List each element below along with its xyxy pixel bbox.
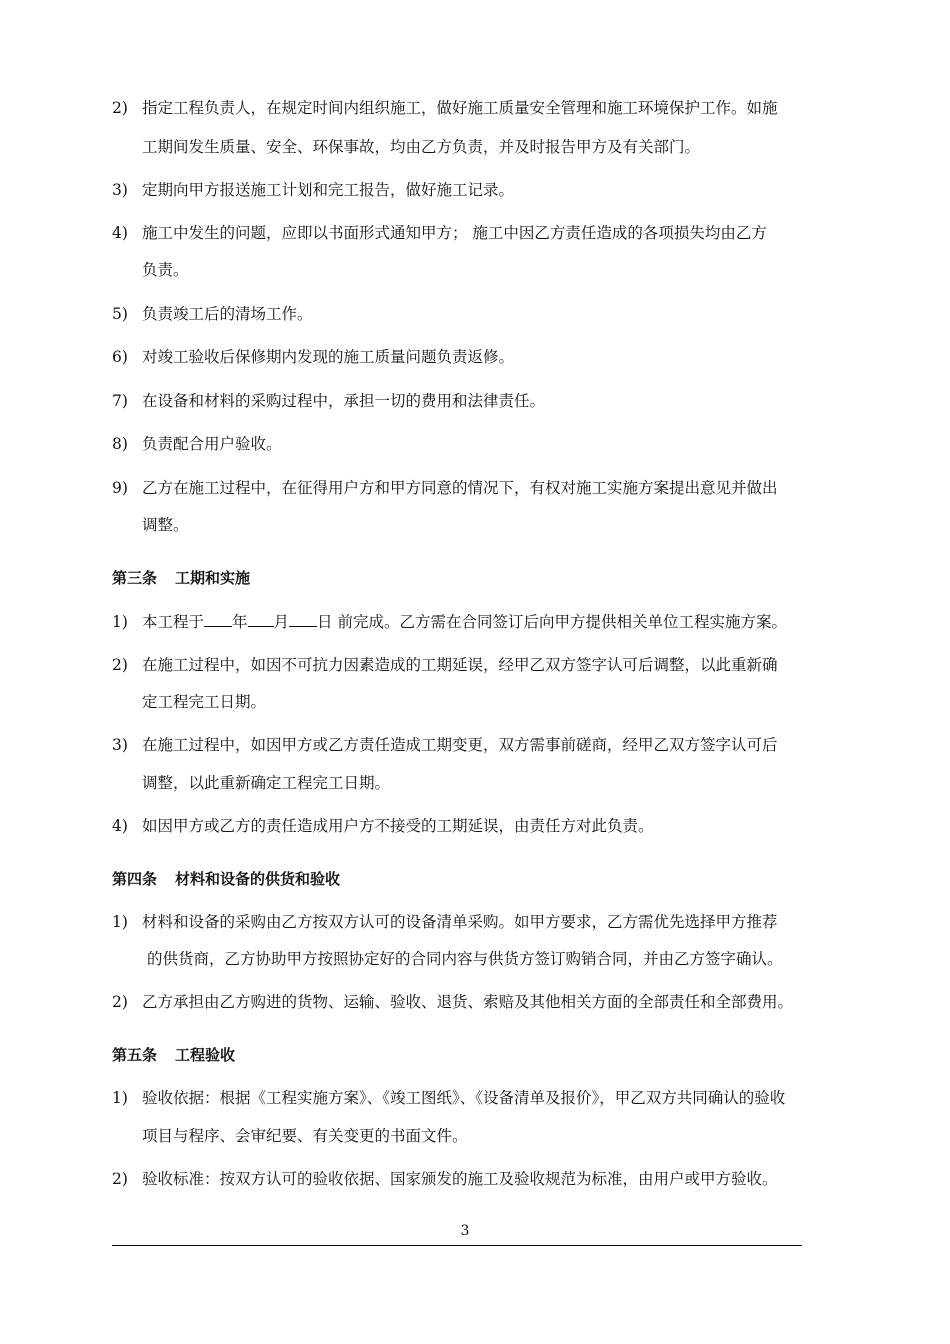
item-number: 4) <box>112 817 128 835</box>
list-item <box>112 179 832 201</box>
footer-rule <box>112 1245 802 1246</box>
article-number: 第五条 <box>112 1046 158 1064</box>
item-number: 1) <box>112 1089 128 1107</box>
item-number: 2) <box>112 1170 128 1188</box>
section-heading-article-4 <box>112 868 832 890</box>
item-text-continued: 负责。 <box>142 261 189 279</box>
item-text: 施工中发生的问题，应即以书面形式通知甲方； 施工中因乙方责任造成的各项损失均由乙方 <box>142 224 767 242</box>
item-text: 乙方在施工过程中，在征得用户方和甲方同意的情况下，有权对施工实施方案提出意见并做出 <box>142 479 778 497</box>
item-number: 3) <box>112 181 128 199</box>
item-number: 7) <box>112 392 128 410</box>
year-blank <box>204 611 232 627</box>
item-text-continued: 项目与程序、会审纪要、有关变更的书面文件。 <box>142 1127 468 1145</box>
item-number: 5) <box>112 305 128 323</box>
month-label: 月 <box>273 613 290 631</box>
article-title: 工程验收 <box>175 1046 236 1064</box>
item-text: 乙方承担由乙方购进的货物、运输、验收、退货、索赔及其他相关方面的全部责任和全部费用。 <box>142 993 794 1011</box>
item-number: 9) <box>112 479 128 497</box>
item-text: 负责配合用户验收。 <box>142 435 282 453</box>
item-text: 在施工过程中，如因不可抗力因素造成的工期延误，经甲乙双方签字认可后调整，以此重新确 <box>142 656 778 674</box>
list-item <box>112 815 832 837</box>
list-item <box>112 611 832 633</box>
list-item <box>112 477 832 499</box>
day-label: 日 <box>317 613 333 631</box>
item-number: 4) <box>112 224 128 242</box>
item-number: 2) <box>112 656 128 674</box>
list-item <box>112 991 832 1013</box>
list-item <box>112 433 832 455</box>
article-title: 工期和实施 <box>175 569 251 587</box>
item-text-continued: 调整，以此重新确定工程完工日期。 <box>142 774 391 792</box>
item-number: 8) <box>112 435 128 453</box>
list-item <box>112 390 832 412</box>
item-text: 验收标准：按双方认可的验收依据、国家颁发的施工及验收规范为标准，由用户或甲方验收。 <box>142 1170 778 1188</box>
section-heading-article-3 <box>112 567 832 589</box>
item-text: 材料和设备的采购由乙方按双方认可的设备清单采购。如甲方要求，乙方需优先选择甲方推荐 <box>142 913 778 931</box>
item-text-pre: 本工程于 <box>142 613 205 631</box>
list-item <box>112 222 832 244</box>
item-number: 1) <box>112 613 128 631</box>
item-text: 指定工程负责人，在规定时间内组织施工，做好施工质量安全管理和施工环境保护工作。如施 <box>142 99 778 117</box>
day-blank <box>289 611 317 627</box>
list-item <box>112 97 832 119</box>
article-number: 第三条 <box>112 569 158 587</box>
article-title: 材料和设备的供货和验收 <box>175 870 341 888</box>
article-number: 第四条 <box>112 870 158 888</box>
list-item <box>112 346 832 368</box>
item-text-post: 前完成。乙方需在合同签订后向甲方提供相关单位工程实施方案。 <box>332 613 787 631</box>
item-number: 6) <box>112 348 128 366</box>
item-text: 在施工过程中，如因甲方或乙方责任造成工期变更，双方需事前磋商，经甲乙双方签字认可后 <box>142 736 778 754</box>
section-heading-article-5 <box>112 1044 832 1066</box>
item-text: 验收依据：根据《工程实施方案》、《竣工图纸》、《设备清单及报价》，甲乙双方共同确认的验收 <box>142 1089 786 1107</box>
item-text: 负责竣工后的清场工作。 <box>142 305 313 323</box>
page-number: 3 <box>460 1223 470 1239</box>
list-item <box>112 654 832 676</box>
item-text: 在设备和材料的采购过程中，承担一切的费用和法律责任。 <box>142 392 546 410</box>
item-text-continued: 工期间发生质量、安全、环保事故，均由乙方负责，并及时报告甲方及有关部门。 <box>142 138 701 156</box>
month-blank <box>248 611 274 627</box>
item-text-continued: 调整。 <box>142 516 189 534</box>
item-text-continued: 的供货商，乙方协助甲方按照协定好的合同内容与供货方签订购销合同，并由乙方签字确认。 <box>147 950 783 968</box>
item-number: 2) <box>112 99 128 117</box>
list-item <box>112 734 832 756</box>
list-item <box>112 911 832 933</box>
item-text-continued: 定工程完工日期。 <box>142 693 267 711</box>
year-label: 年 <box>232 613 248 631</box>
list-item <box>112 1087 832 1109</box>
item-number: 2) <box>112 993 128 1011</box>
item-text: 定期向甲方报送施工计划和完工报告，做好施工记录。 <box>142 181 515 199</box>
list-item <box>112 303 832 325</box>
item-text: 如因甲方或乙方的责任造成用户方不接受的工期延误，由责任方对此负责。 <box>142 817 654 835</box>
item-text: 对竣工验收后保修期内发现的施工质量问题负责返修。 <box>142 348 515 366</box>
item-number: 1) <box>112 913 128 931</box>
list-item <box>112 1168 832 1190</box>
item-number: 3) <box>112 736 128 754</box>
